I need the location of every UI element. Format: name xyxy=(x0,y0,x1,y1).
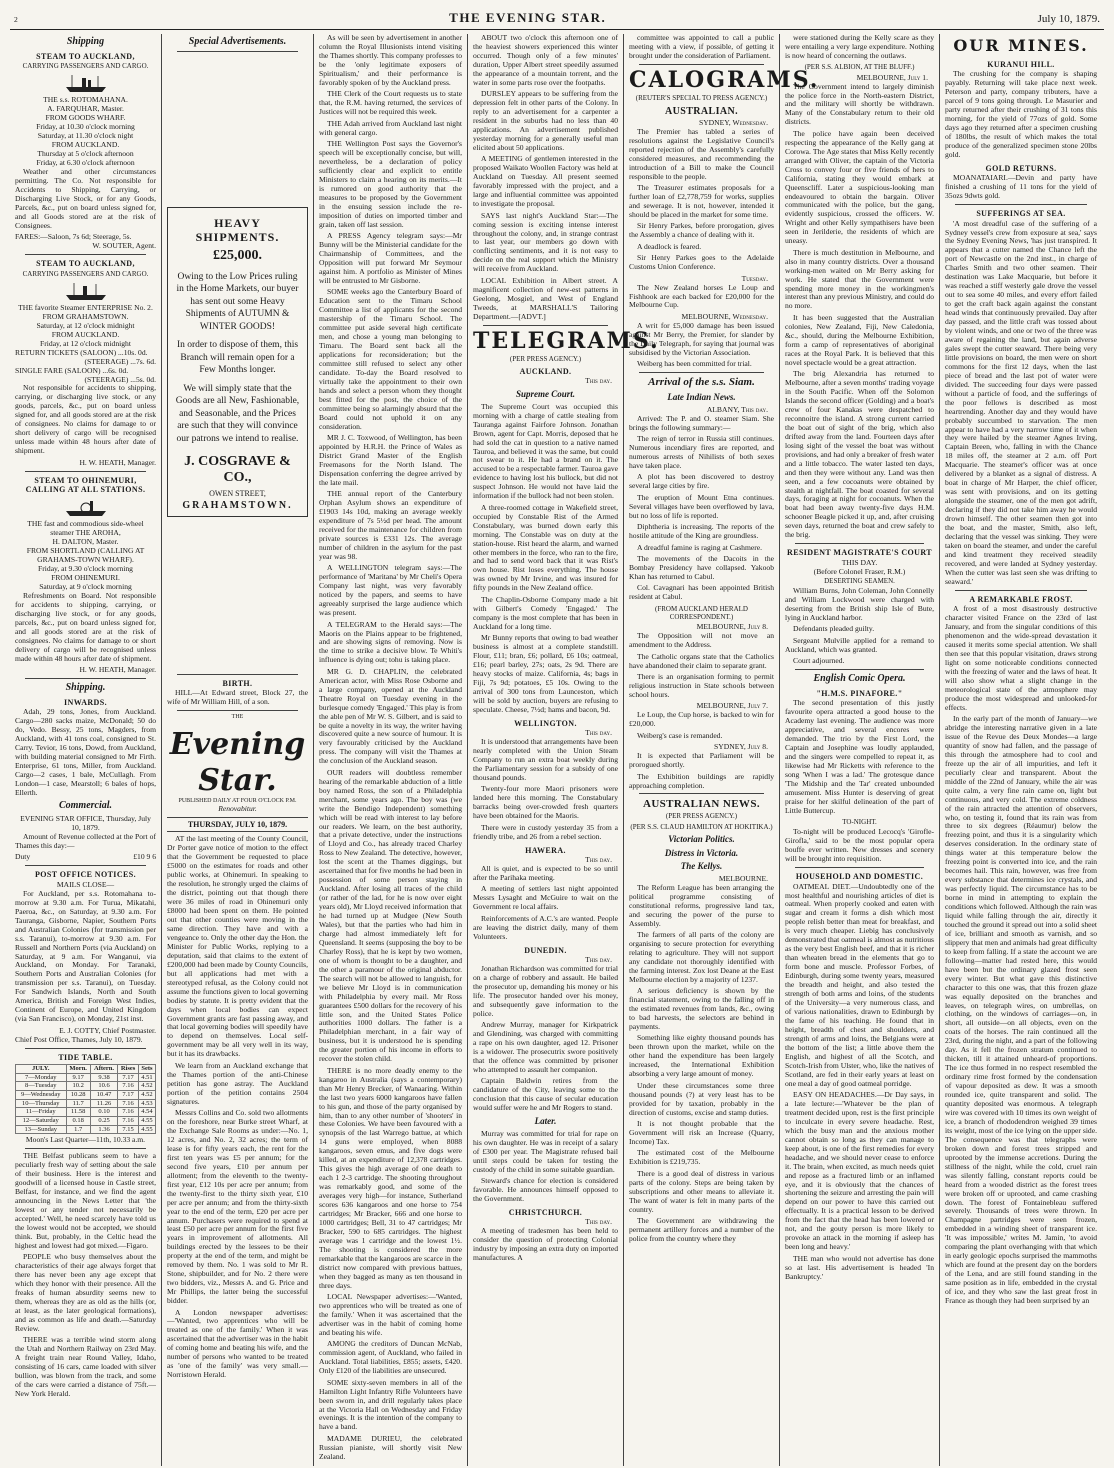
ad-ship: THE fast and commodious side-wheel steamer THE AROHA, xyxy=(27,519,144,538)
commercial-office: EVENING STAR OFFICE, Thursday, July 10, 1879. xyxy=(20,814,151,833)
ad-note: Not responsible for accidents to shipping, carrying, or discharging live stock, or any goods, parcels, &c., put on board unless signed for, and all goods stored are at the risk of consignees. No claims for damage to or short delivery of cargo will be recognised unless made within 48 hours after date of shipment. xyxy=(15,383,156,456)
frost-heading: A REMARKABLE FROST. xyxy=(969,594,1073,604)
australian-news-heading: AUSTRALIAN NEWS. xyxy=(642,798,761,811)
section-heading: Shipping. xyxy=(65,682,106,694)
duty-label: Duty xyxy=(15,852,31,862)
paper-the: THE xyxy=(231,714,244,721)
article-paragraph: Diphtheria is increasing. The reports of the hostile attitude of the King are groundless. xyxy=(629,522,774,541)
article-paragraph: THERE was a terrible wind storm along the Utah and Northern Railway on 23rd May. A freight train near Round Valley, Idaho, consisting of 16 cars, came loaded with silver bullion, was blown from the track, and some of the cars were carried a distance of 75ft.—New York Herald. xyxy=(15,1335,156,1398)
article-paragraph: Messrs Collins and Co. sold two allotments on the foreshore, near Burke street Wharf, at the Exchange Sale Rooms as under:—No. 1, 12 acres, and No. 2, 32 acres; the term of lease is for fifty years each, the rent for the first ten years was £5 per annum; for the second five years, £10 per annum per allotment; from the eleventh to the twenty-first year, £12 10s per acre per annum; from the twenty-first to the thirty sixth year, £10 per acre per annum; and from the thirty-sixth year to the end of the term, £20 per acre per annum. Purchasers were required to spend at least £50 per acre per annum for the first five years in improvement of allotments. All buildings erected by the lessees to be their property at the end of the term, and might be removed by them. No. 1 was sold to Mr R. Stone, shipbuilder, and for No. 2 there were two bidders, viz., Messrs A. and G. Price and Mr Phillips, the latter being the successful bidder. xyxy=(167,1108,308,1306)
ad-line: FROM AUCKLAND. xyxy=(51,140,120,150)
dateline: This day. xyxy=(585,854,612,864)
article-paragraph: The eruption of Mount Etna continues. Several villages have been overflowed by lava, but no loss of life is reported. xyxy=(629,492,774,520)
sufferings-heading: SUFFERINGS AT SEA. xyxy=(976,209,1066,219)
dateline: This day. xyxy=(585,1217,612,1227)
article-paragraph: A TELEGRAM to the Herald says:—The Maoris on the Plains appear to be frightened, and are showing signs of removing. Now is the time to strike a decisive blow. Te Whiti's influence is dying out; tohu is taking place. xyxy=(319,619,462,665)
article-paragraph: To-night will be produced Lecocq's 'Girofle-Girofla,' said to be the most popular opera bouffe ever written. New dresses and scenery will be brought into requisition. xyxy=(785,827,934,864)
article-paragraph: AMONG the creditors of Duncan McNab, commission agent, of Auckland, who failed in Auckland. Total liabilities, £855; assets, £420. Only £120 of the liabilities are unsecured. xyxy=(319,1339,462,1376)
ad-agent: W. SOUTER, Agent. xyxy=(92,241,156,251)
article-paragraph: The brig Alexandria has returned to Melbourne, after a seven months' trading voyage in the South Pacific. When off the Solomon Islands the second officer (Golding) and a boat's crew of four Kanakas were despatched to reconnoitre the island. A strong current carried the boat out of sight of the brig, which also drifted away from the land. Fourteen days after losing sight of the vessel the boat was without provisions, and had only a breaker of fresh water and a little tobacco. The water lasted ten days, and then they were without any. Land was then seen, and a few cocoanuts were obtained by stealth at nightfall. The boat coasted for several days, foraging at night for cocoanuts. When the boat had been away twenty-five days H.M. schooner Beagle picked it up, and, after cruising seven days, returned the boat and crew safely to the brig. xyxy=(785,369,934,540)
article-paragraph: The reign of terror in Russia still continues. Numerous incendiary fires are reported, and numerous arrests of Nihilists of both sexes have taken place. xyxy=(629,434,774,470)
article-paragraph: DURSLEY appears to be suffering from the depression felt in other parts of the Colony. In reply to an advertisement for a carpenter a resident in the suburbs had no less than 40 applications. An advertisement published yesterday morning for a generally useful man elicited about 50 applications. xyxy=(473,89,618,152)
ad-line: Saturday, at 12 o'clock midnight xyxy=(36,320,135,330)
post-office-text: For Auckland, per s.s. Rotomahana to-morrow at 9.30 a.m. For Turua, Mikatahi, Paeroa, &c., on Saturday, at 9.30 a.m. For Tauranga, Gisborne, Napier, Southern Ports and Australian Colonies (for transmission per s.s. Taranui), to-morrow at 9.30 a.m. For Russell and Northern Ports (via Auckland) on Saturday, at 9 a.m. For Wanganui, via Auckland, on Monday. For Taranaki, Southern Ports and Australian Colonies (for transmission per s.s. Taranui), on Tuesday. For Sandwich Islands, North and South America, British and Foreign West Indies, Continent of Europe, and United Kingdom (via San Francisco), on Monday, 21st inst. xyxy=(15,888,156,1024)
ad-title: STEAM TO OHINEMURI, CALLING AT ALL STATIONS. xyxy=(25,475,146,494)
dateline: MELBOURNE, July 8. xyxy=(696,622,768,632)
article-paragraph: Sir Henry Parkes goes to the Adelaide Customs Union Conference. xyxy=(629,253,774,272)
article-paragraph: It is expected that Parliament will be prorogued shortly. xyxy=(629,751,774,770)
ad-body: In order to dispose of them, this Branch will remain open for a Few Months longer. xyxy=(176,340,299,376)
tide-table-heading: TIDE TABLE. xyxy=(58,1052,113,1062)
household-heading: HOUSEHOLD AND DOMESTIC. xyxy=(795,872,924,882)
ad-line: (STEERAGE) ...7s. 6d. xyxy=(84,356,156,366)
article-paragraph: A meeting of tradesmen has been held to consider the question of protecting Colonial industry by imposing an extra duty on imported manufactures. A xyxy=(473,1226,618,1263)
ad-line: FROM GOODS WHARF. xyxy=(45,113,126,123)
opera-heading: English Comic Opera. xyxy=(813,672,906,684)
article-paragraph: William Burns, John Coleman, John Connelly and William Lockwood were charged with deserting from the British ship Isle of Bute, lying in Auckland harbor. xyxy=(785,585,934,622)
article-paragraph: There were in custody yesterday 35 from a friendly tribe, and 26 from a rebel section. xyxy=(473,822,618,841)
moon-note: Moon's Last Quarter—11th, 10.33 a.m. xyxy=(25,1135,146,1145)
ad-ship: THE s.s. ROTOMAHANA. xyxy=(43,95,128,105)
article-paragraph: The movements of the Dacoits in the Bombay Presidency have collapsed. Yakoob Khan has returned to Cabul. xyxy=(629,554,774,581)
article-paragraph: The Opposition will not move an amendment to the Address. xyxy=(629,631,774,650)
post-office-office: Chief Post Office, Thames, July 10, 1879. xyxy=(15,1034,143,1044)
ad-line: FROM AUCKLAND. xyxy=(51,329,120,339)
source-note: (PER S.S. CLAUD HAMILTON AT HOKITIKA.) xyxy=(630,822,773,831)
table-row: 11—Friday 11.58 0.10 7.16 4.54 xyxy=(16,1108,156,1117)
article-paragraph: A London newspaper advertises:—'Wanted, two apprentices who will be treated as one of the family.' When it was ascertained that the advertiser was in the habit of coming home and beating his wife, and the number of persons who wanted to be treated as 'one of the family' was very small.—Norristown Herald. xyxy=(167,1307,308,1380)
place-heading: WELLINGTON. xyxy=(514,718,577,728)
column-1 xyxy=(10,34,162,1466)
article-paragraph: A MEETING of gentlemen interested in the proposed Waikato Woollen Factory was held at Auckland on Tuesday. All present seemed favorably impressed with the project, and a large and influential committee was appointed to investigate the proposal. xyxy=(473,154,618,209)
tide-table: JULY. Morn. Aftern. Rises Sets 7—Monday 9.17 9.38 7.17 4.51 8—Tuesday 10.2 10.6 7.16 4.52 9—Wednesday 10.28 10.47 7.17 4.52 10—Thursday 11.7 11.26 7.16 4.53 11—Friday 11.58 0.10 7.16 4.54 12—Saturday 0.18 0.25 7.16 4.55 13—Sunday 1.7 1.36 7.15 4.55 xyxy=(15,1064,156,1134)
place-heading: AUCKLAND. xyxy=(519,366,572,376)
post-office-sign: E. J. COTTY, Chief Postmaster. xyxy=(59,1025,156,1035)
article-paragraph: Mr Bunny reports that owing to bad weather business is almost at a complete standstill. Flour, £11; bran, £6; pollard, £6 10s; oatmeal, £16; pearl barley, 27s; oats, 2s 9d. There are heavy stocks of maize. California, 4s; bags in Fiji, 7s 9d; potatoes, £5 10s. Owing to the arrival of 300 tons from Launceston, which will be sold by auction, buyers are refusing to speculate. Cheese, 7½d; hams and bacon, 9d. xyxy=(473,633,618,714)
column-4 xyxy=(468,33,660,1466)
article-paragraph: As will be seen by advertisement in another column the Royal Illusionists intend visiting the Thames shortly. This company professes to be the 'only legitimate exposers of Spiritualism,' and their performance is favorably spoken of by the Auckland press. xyxy=(319,33,462,87)
subsection-heading: INWARDS. xyxy=(64,697,107,707)
article-paragraph: Court adjourned. xyxy=(793,655,845,665)
article-paragraph: The Government are withdrawing the permanent artillery forces and a number of the police from the country where they xyxy=(629,1216,774,1243)
ad-line: (STEERAGE) ...5s. 0d. xyxy=(84,374,156,384)
article-paragraph: SOME weeks ago the Canterbury Board of Education sent to the Timaru School Committee a list of applicants for the second mastership of the Timaru School. The committee put aside several high certificate men, and chose a young man belonging to Timaru. The Board sent back all the applications for reconsideration; but the committee still refused to select any other candidate. To-day the Board resolved to virtually take the appointment to their own hands and select a person whom they thought best fitted for the post, the choice of the committee being so alarmingly absurd that the Board could not uphold it on any consideration. xyxy=(319,287,462,431)
article-paragraph: LOCAL Exhibition in Albert street. A magnificent collection of new-est patterns in Geelong, Mosgiel, and West of England Tweeds, at MARSHALL'S Tailoring Department.—[ADVT.] xyxy=(473,275,618,321)
court-day: THIS DAY. xyxy=(841,557,878,567)
issue-date: July 10, 1879. xyxy=(1037,13,1100,25)
source-note: (FROM AUCKLAND HERALD CORRESPONDENT.) xyxy=(655,604,748,622)
article-paragraph: The police have again been deceived respecting the appearance of the Kelly gang at Corowa. The Age states that Miss Kelly recently arranged with Oliver, the captain of the Victoria Cross to convey four or five friends of hers to California, stating they would embark at Queenscliff. Later a suspicious-looking man endeavoured to obtain the bargain. Oliver communicated with the police, but the gang, evidently suspicious, crossed the officers. W. Wright and other Kelly sympathisers have been seen in Jerilderie, the residents of which are uneasy. xyxy=(785,128,934,246)
article-paragraph: Andrew Murray, manager for Kirkpatrick and Glendining, was charged with committing a rape on his own daughter, aged 12. Prisoner is a widower. The prosecutrix swore positively that the offence was committed by prisoner who attempted to assault her companion. xyxy=(473,1020,618,1074)
page-number: 2 xyxy=(14,15,18,24)
opera-title: "H.M.S. PINAFORE." xyxy=(816,688,903,698)
article-paragraph: MADAME DURIEU, the celebrated Russian pianiste, will shortly visit New Zealand. xyxy=(319,1433,462,1461)
article-paragraph: Twenty-four more Maori prisoners were landed here this morning. The Constabulary barracks being over-crowded fresh quarters have been obtained for the Maoris. xyxy=(473,784,618,821)
steamer-icon xyxy=(64,280,108,302)
article-paragraph: The New Zealand horses Le Loup and Fishhook are each backed for £20,000 for the Melbourne Cup. xyxy=(629,282,774,310)
article-paragraph: SOME sixty-seven members in all of the Hamilton Light Infantry Rifle Volunteers have been sworn in, and drill regularly takes place at the Victoria Hall on Wednesday and Friday evenings. It is the intention of the company to have a band. xyxy=(319,1377,462,1432)
dateline: ALBANY, This day. xyxy=(706,404,768,414)
article-paragraph: The crushing for the company is shaping payably. Returning will take place next week. Peterson and party, company tributers, have a parcel of 9 tons going through. Le Masurier and party returned after their crushing of 31 tons this morning, for the yield of 77ozs of gold. Some days ago they returned after a specimen crushing of 180lbs, the result of which makes the total produce of the generalized specimen stone 20lbs gold. xyxy=(945,69,1097,159)
article-paragraph: were stationed during the Kelly scare as they were entailing a very large expenditure. Nothing is now heard of concerning the outlaws. xyxy=(785,33,934,60)
article-paragraph: MR J. C. Toxwood, of Wellington, has been appointed by H.R.H. the Prince of Wales as District Grand Master of the English Freemasons for the North Island. The Dispensation conferring the degree arrived by the late mail. xyxy=(319,432,462,487)
article-paragraph: The Supreme Court was occupied this morning with a charge of cattle stealing from Tauranga against Fairfore Johnson. Jonathan Brown, agent for Capt. Morris, deposed that he had sold the cat in question to a native named Tauroa, and believed it was the same, but could not swear to it. He had a brand on it. The accused to be a respectable farmer. Tauroa gave evidence to having lost his bullock, but did not suspect Johnson. He would not have laid the information if the bullock had not been stolen. xyxy=(473,401,618,501)
article-paragraph: MOANATAIARI.—Devin and party have finished a crushing of 11 tons for the yield of 35ozs 9dwts gold. xyxy=(945,173,1097,201)
source-note: (PER S.S. ALBION, AT THE BLUFF.) xyxy=(804,63,915,72)
article-paragraph: 'A most dreadful case of the suffering of a Sydney vessel's crew from exposure at sea,' says the Sydney Evening News, 'has just transpired. It appears that a cutter named the Chance left the port of Newcastle on the 2nd inst., in charge of Charles Smith and two other seamen. Their destination was Lake Macquarie, but before it was reached a stiff westerly gale drove the vessel out to sea some 40 miles, and every effort failed to get the craft back again against the constant head winds that continuously prevailed. Day after day passed, and the little craft was tossed about by violent winds, and one or two of the three was aware of regaining the land, but again adverse gales swept the cutter seaward. There being very little provisions on board, the men were on short commons for the first 12 days, when the last piece of bread and the last pot of water were divided. The succeeding four days were passed without a particle of food, and the sufferings of the poor fellows is described as most heartrending. Another day and they would have probably succumbed to starvation. The men appear to have had a very narrow time of it when they were hailed by the steamer Agnes Irving, Captain Breen, who, falling in with the Chance 18 miles off, the steamer at 2 a.m. off Port Macquarie. The steamer's officer was at once delivered by a blanket as a signal of distress. A boat in charge of Mr Harper, the chief officer, was sent with provisions, and on its getting alongside the steamer, one of the men got adrift, declaring if they did not take him away he would drown himself. The other seamen then got into the boat, and the master, Smith, also left, declaring that the vessel was sinking. They were taken on board the steamer, and under the careful and kind treatment they received steadily recovered, and were landed at Sydney yesterday. When the cutter was last seen she was drifting to seaward.' xyxy=(945,218,1097,586)
leader-date: THURSDAY, JULY 10, 1879. xyxy=(167,817,308,832)
place-heading: AUSTRALIAN. xyxy=(664,106,739,118)
article-paragraph: Something like eighty thousand pounds has been thrown upon the market, while on the other hand the expenditure has been largely increased, the International Exhibition absorbing a very large amount of money. xyxy=(629,1033,774,1079)
table-row: 13—Sunday 1.7 1.36 7.15 4.55 xyxy=(16,1125,156,1134)
ad-body: We will simply state that the Goods are all New, Fashionable, and Seasonable, and the Prices are such that they will convince our patrons we intend to realise. xyxy=(175,383,300,444)
column-2 xyxy=(162,34,314,1466)
siam-subheading: Late Indian News. xyxy=(667,392,736,403)
telegrams-subheading: (PER PRESS AGENCY.) xyxy=(509,354,582,363)
article-paragraph: THE Wellington Post says the Governor's speech will be exceptionally concise, but will, nevertheless, be a declaration of policy sufficiently clear and explicit to entitle Ministers to claim a hearing on its merits.—It is rumored on good authority that the measures to be proposed by the Government in the ensuing session include the re-imposition of duties on imported timber and grain, taken off last session. xyxy=(319,138,462,229)
duty-row xyxy=(15,853,156,862)
mines-heading: OUR MINES. xyxy=(953,36,1089,55)
shipping-text: Adah, 29 tons, Jones, from Auckland. Cargo—280 sacks maize, McDonald; 50 do do, Vedo. Bessy, 25 tons, Magders, from Auckland, with 41 tons coal, consigned to St. Carry. Tevior, 16 tons, Dowd, from Auckland, with building material consigned to Mr Firth. Enterprise, 61 tons, Miller, from Auckland. Cargo—2 cases, 1 bale, McCullagh. From London—1 case, Mearstoll; 6 bales of hops, Ellerth. xyxy=(15,707,156,797)
article-paragraph: The farmers of all parts of the colony are organising to secure protection for everything relating to agriculture. They will not support any candidate not thoroughly identified with the farming interest. Zox lost Deane at the East Melbourne election by a majority of 1237. xyxy=(629,930,774,984)
article-paragraph: THERE is no more deadly enemy to the kangaroo in Australia (says a contemporary) than Mr Henry Brecker, of Wanaaring. Within the last two years 6000 kangaroos have fallen to his gun, and those of the party organised by him, than to any other number of 'shooters' in these Colonies. We have been favoured with a synopsis of the last Warrego battue, at which 14 guns were employed, when 8088 kangaroos, seven emus, and five dogs were killed, at an expenditure of 12,378 cartridges. This gives the high average of one death to each 1 2-3 cartridge. The shooting throughout was remarkably good, and some of the averages very high—for instance, Sutherland scores 636 kangaroos and one horse to 754 cartridges; Mr Bracker, 666 and one horse to 1000 cartridges; Bell, 31 to 47 cartridges; Mr Bracker, 590 to 685 cartridges. The highest average was 1 cartridge and the lowest 1½. The shooting is considered the more remarkable that the kangaroos are scarce in the district now compared with previous battues, when they bagged as many as ten thousand in three days. xyxy=(319,1065,462,1290)
article-paragraph: There is an organisation forming to permit religious instruction in State schools between school hours. xyxy=(629,672,774,699)
table-row: 9—Wednesday 10.28 10.47 7.17 4.52 xyxy=(16,1090,156,1099)
dateline: MELBOURNE, July 1. xyxy=(856,72,928,82)
article-paragraph: A serious deficiency is shown by the financial statement, owing to the falling off in the estimated revenues from lands, &c., owing to bad harvests, the selectors are behind in payments. xyxy=(629,986,774,1032)
ad-line: Friday, at 12 o'clock midnight xyxy=(40,338,131,348)
column-7 xyxy=(940,34,1102,1466)
table-row: 7—Monday 9.17 9.38 7.17 4.51 xyxy=(16,1073,156,1082)
article-paragraph: SAYS last night's Auckland Star:—The coming session is exciting intense interest throughout the colony, and, in strange contrast to last year, our members go down with conflicting sentiments, and it is not easy to decide on the real support which the Ministry will receive from Auckland. xyxy=(473,210,618,274)
article-paragraph: Murray was committed for trial for rape on his own daughter. He was in receipt of a salary of £300 per year. The Magistrate refused bail until steps could be taken for testing the custody of the child in some suitable guardian. xyxy=(473,1128,618,1174)
ad-headline: HEAVY SHIPMENTS. xyxy=(195,215,280,244)
dateline: MELBOURNE. xyxy=(718,873,768,883)
masthead: THE EVENING STAR. xyxy=(449,10,607,25)
article-paragraph: Captain Baldwin retires from the candidature of the City, leaving some to the conclusion that this cause of secular education would suffer were he and Mr Rogers to stand. xyxy=(473,1076,618,1113)
dateline: This day. xyxy=(585,376,612,386)
article-paragraph: The second presentation of this justly favourite opera attracted a good house to the Academy last evening. The audience was more appreciative, and several encores were demanded. The trio by the First Lord, the Captain and Josephine was loudly applauded, and the singers were compelled to repeat it, as likewise had Mr Ricketts with reference to the song 'When I was a lad.' The grotesque dance 'The Midship and the Tar' created unbounded amusement. Miss Hunter is deserving of great praise for her skilful delineation of the part of Little Buttercup. xyxy=(785,698,934,815)
ad-master: A. FARQUHAR, Master. xyxy=(47,104,124,114)
ad-ship: THE favorite Steamer ENTERPRISE No. 2. xyxy=(18,302,153,312)
article-paragraph: THE Clerk of the Court requests us to state that, the R.M. having returned, the services of Justices will not be required this week. xyxy=(319,89,462,117)
subheading: Distress in Victoria. xyxy=(664,847,739,858)
subheading: GOLD RETURNS. xyxy=(985,163,1057,173)
article-paragraph: A three-roomed cottage in Wakefield street, occupied by Constable Rist of the Armed Constabulary, was burned down early this morning. The Constable was on duty at the station-house. Rist heard the alarm, and warned other members in the force, who ran to the fire, and had to send word back that it was Rist's own house. Rist loses everything. The house was owned by Mr Irvine, and was insured for fifty pounds in the New Zealand office. xyxy=(473,502,618,593)
post-office-sub: MAILS CLOSE— xyxy=(56,879,115,889)
article-paragraph: The Reform League has been arranging the political programme consisting of constitutional reforms, progressive land tax, and securing the power of the purse to Assembly. xyxy=(629,882,774,928)
dateline: SYDNEY, July 8. xyxy=(714,742,768,752)
article-paragraph: It has been suggested that the Australian colonies, New Zealand, Fiji, New Caledonia, &c., should, during the Melbourne Exhibition, form a camp of representatives of aboriginal races at the Royal Park. It is believed that this novel spectacle would be a great attraction. xyxy=(785,312,934,367)
table-row: 10—Thursday 11.7 11.26 7.16 4.53 xyxy=(16,1099,156,1108)
ad-line: Saturday, at 9 o'clock morning xyxy=(39,582,132,592)
article-paragraph: The Government intend to largely diminish the police force in the North-eastern District, and the military will shortly be withdrawn. Many of the Constabulary return to their old districts. xyxy=(785,81,934,127)
ad-line: RETURN TICKETS (SALOON) ...10s. 0d. xyxy=(15,347,148,357)
ad-line: FROM OHINEMURI. xyxy=(51,573,120,583)
subheading: The Kellys. xyxy=(680,861,723,872)
birth-heading: BIRTH. xyxy=(222,678,253,688)
article-paragraph: The Exhibition buildings are rapidly approaching completion. xyxy=(629,771,774,790)
ad-line: Thursday at 5 o'clock afternoon xyxy=(37,149,134,159)
article-paragraph: A deadlock is feared. xyxy=(637,241,702,251)
article-paragraph: OATMEAL DIET.—Undoubtedly one of the most healthful and nourishing articles of diet is oatmeal. When properly cooked and eaten with sugar and cream it forms a dish which most people relish better than meat for breakfast, and is very much cheaper. Liebig has conclusively demonstrated that oatmeal is almost as nutritious as the very best English beef, and that it is richer than wheaten bread in the elements that go to form bone and muscle. Professor Forbes, of Edinburgh, during some twenty years, measured the breadth and height, and also tested the strength of both arms and loins, of the students of the University—a very numerous class, and of various nationalities, drawn to Edinburgh by the fame of his teaching. He found that in height, breadth of chest and shoulders, and strength of arms and loins, the Belgians were at the bottom of the list; a little above them the English, and highest of all the Scotch, and Scotch-Irish from Ulster, who, like the natives of Scotland, are fed in their early years at least on one meal a day of good oatmeal porridge. xyxy=(785,881,934,1088)
article-paragraph: ABOUT two o'clock this afternoon one of the heaviest showers experienced this winter occurred. Though only of a few minutes' duration, Upper Albert street speedily assumed the appearance of a mountain torrent, and the water in some parts rose over the footpaths. xyxy=(473,33,618,87)
table-row: 12—Saturday 0.18 0.25 7.16 4.55 xyxy=(16,1116,156,1125)
article-paragraph: A meeting of settlers last night appointed Messrs Lysaght and McGuire to wait on the Government re local affairs. xyxy=(473,884,618,912)
subheading: Supreme Court. xyxy=(515,389,575,400)
post-office-heading: POST OFFICE NOTICES. xyxy=(35,870,136,880)
article-paragraph: LOCAL Newspaper advertises:—'Wanted, two apprentices who will be treated as one of the family.' When it was ascertained that the advertiser was in the habit of coming home and beating his wife. xyxy=(319,1292,462,1337)
subheading: KURANUI HILL. xyxy=(987,59,1055,69)
article-paragraph: There is much destitution in Melbourne, and also in many country districts. Over a thousand working-men waited on Mr Berry asking for work. He stated that the Government were spending more money in the workingmen's interest than any previous Ministry, and could do no more. xyxy=(785,247,934,311)
column-3 xyxy=(314,34,468,1466)
article-paragraph: EASY ON HEADACHES.—Dr Day says, in a late lecture:—'Whatever be the plan of treatment decided upon, rest is the first principle to inculcate in every severe headache. Rest, which the busy man and the anxious mother cannot obtain so long as they can manage to keep about, is one of the first remedies for every headache, and we should never cease to enforce it. The brain, when excited, as much needs quiet and repose as a fractured limb or an inflamed eye, and it is obviously that the chances of shortening the seizure and arresting the pain will depend on our power to have this carried out effectually. It is a practical lesson to be derived from the fact that the head has been lowered or not, and the gouty person is more likely to provoke an attack in the morning if asleep has been long and heavy.' xyxy=(785,1089,934,1252)
cosgrave-advertisement xyxy=(167,207,308,517)
article-paragraph: Sergeant Mulville applied for a remand to Auckland, which was granted. xyxy=(785,635,934,654)
source-note: (PER PRESS AGENCY.) xyxy=(665,812,738,821)
siam-heading: Arrival of the s.s. Siam. xyxy=(648,376,755,389)
article-paragraph: Le Loup, the Cup horse, is backed to win for £20,000. xyxy=(629,710,774,729)
article-paragraph: The Treasurer estimates proposals for a further loan of £2,778,759 for works, supplies and sewerage. It is not, however, intended it should be placed in the market for some time. xyxy=(629,183,774,219)
ad-agent: H. W. HEATH, Manager. xyxy=(79,457,156,467)
ad-note: Weather and other circumstances permitting. The Co. Not responsible for Accidents to Shipping, Carrying, or Discharging Live Stock, or for any Goods, Parcels, &c., put on board unless signed for, and all Goods stored are at the risk of Consignees. xyxy=(15,167,156,230)
section-heading: Commercial. xyxy=(58,800,113,812)
ad-subtitle: CARRYING PASSENGERS AND CARGO. xyxy=(22,62,149,71)
ad-title: STEAM TO AUCKLAND, xyxy=(36,51,135,61)
article-paragraph: Jonathan Richardson was committed for trial on a charge of robbery and assault. He bailed the prosecutor up, demanding his money or his life. The prosecutor handed over his money, and subsequently gave information to the police. xyxy=(473,963,618,1018)
article-paragraph: MR G. D. CHAPLIN, the celebrated American actor, with Miss Rose Osborne and a large company, opened at the Auckland Theatre Royal on Tuesday evening in the burlesque comedy 'Engaged.' This play is from the able pen of Mr W. S. Gilbert, and is said to be quite a novelty in its way, the writer having discovered quite a new source of humour. It is very favourably criticised by the Auckland press. The company will visit the Thames at the conclusion of the Auckland season. xyxy=(319,666,462,766)
ad-title: STEAM TO AUCKLAND, xyxy=(36,259,135,269)
place-heading: DUNEDIN. xyxy=(524,945,567,955)
subheading: Later. xyxy=(534,1116,557,1127)
ad-amount: £25,000. xyxy=(213,248,262,264)
tonight-heading: TO-NIGHT. xyxy=(842,818,877,827)
article-paragraph: Reinforcements of A.C.'s are wanted. People are leaving the district daily, many of them Volunteers. xyxy=(473,913,618,941)
article-paragraph: A writ for £5,000 damage has been issued against Mr Berry, the Premier, for slander by the Daily Telegraph, for saying that journal was subsidised by the Victorian Association. xyxy=(629,320,774,357)
article-paragraph: Under these circumstances some three thousand pounds (?) at very least has to be provided for by taxation, probably in the direction of customs, excise and stamp duties. xyxy=(629,1080,774,1117)
ad-line: Friday, at 9.30 o'clock morning xyxy=(38,564,133,574)
ad-line: Friday, at 6.30 o'clock afternoon xyxy=(36,158,135,168)
dateline: SYDNEY, Wednesday. xyxy=(698,117,768,127)
duty-value: £10 9 6 xyxy=(133,852,156,862)
article-paragraph: A frost of a most disastrously destructive character visited France on the 23rd of last January, and from the singular conditions of this phenomenon and the wide-spread devastation it caused it merits some special attention. We shall then see that this popular visitation, draws strong light on some noticeable conditions connected with the freezing of water and the laws of heat. It will also show what a slight change in the meteorological state of the atmosphere may produce the most widespread and unlooked-for effects. xyxy=(945,604,1097,712)
section-heading: Shipping xyxy=(66,36,105,47)
subheading: Victorian Politics. xyxy=(668,833,735,844)
ad-master: H. DALTON, Master. xyxy=(52,537,119,547)
article-paragraph: Col. Cavagnari has been appointed British resident at Cabul. xyxy=(629,583,774,602)
column-6 xyxy=(780,34,940,1466)
steamer-icon xyxy=(64,496,108,518)
article-paragraph: THE man who would not advertise has done so at last. His advertisement is headed 'In Bankruptcy.' xyxy=(785,1253,934,1281)
paper-subtitle: PUBLISHED DAILY AT FOUR O'CLOCK P.M. xyxy=(178,798,297,804)
dateline: This day. xyxy=(585,728,612,738)
article-paragraph: There is a good deal of distress in various parts of the colony. Steps are being taken by subscriptions and other means to alleviate it. The want of water is felt in many parts of the country. xyxy=(629,1168,774,1214)
dateline: MELBOURNE, July 7. xyxy=(696,701,768,711)
birth-notice: HILL—At Edward street, Block 27, the wife of Mr William Hill, of a son. xyxy=(167,688,308,707)
ad-note: Refreshments on Board. Not responsible for accidents to shipping, carrying, or discharging live stock, or for any goods, parcels, &c., put on board unless signed for, and all goods stored are at the risk of consignees. No claims for damage to or short delivery of cargo will be recognised unless made within 48 hours after date of shipment. xyxy=(15,591,156,663)
place-heading: CHRISTCHURCH. xyxy=(508,1207,583,1217)
article-paragraph: Defendants pleaded guilty. xyxy=(793,624,875,634)
dateline: MELBOURNE, Wednesday. xyxy=(681,311,768,321)
ad-firm: J. COSGRAVE & CO., xyxy=(184,453,291,486)
calograms-heading: CALOGRAMS. xyxy=(629,66,820,93)
ad-body: Owing to the Low Prices ruling in the Home Markets, our buyer has sent out some Heavy Shipments of AUTUMN & WINTER GOODS! xyxy=(176,271,299,332)
calograms-subheading: (REUTER'S SPECIAL TO PRESS AGENCY.) xyxy=(635,93,768,102)
article-paragraph: committee was appointed to call a public meeting with a view, if possible, of getting it brought under the consideration of Parliament. xyxy=(629,33,774,60)
article-paragraph: The Catholic organs state that the Catholics have abandoned their claim to separate grant. xyxy=(629,651,774,670)
page-header xyxy=(10,8,1104,30)
ad-line: Saturday, at 11.30 o'clock night xyxy=(37,131,134,141)
section-heading: Special Advertisements. xyxy=(188,36,287,47)
article-paragraph: A PRESS Agency telegram says:—Mr Bunny will be the Ministerial candidate for the Chairmanship of Committees, and the Opposition will put forward Mr Seymour against him. A portfolio as Minister of Mines will be entrusted to Mr Gisborne. xyxy=(319,231,462,285)
article-paragraph: It is understood that arrangements have been nearly completed with the Union Steam Company to run an extra boat weekly during the Parliamentary session for a subsidy of one thousand pounds. xyxy=(473,737,618,782)
article-paragraph: The Premier has tabled a series of resolutions against the Legislative Council's reported rejection of the Assembly's carefully considered measures, and recommending the introduction of a Bill to make the Council responsible to the people. xyxy=(629,126,774,181)
article-paragraph: A WELLINGTON telegram says:—The performance of 'Maritana' by Mr Cheli's Opera Company last night, was very favorably noticed by the papers, and seems to have agreeably surprised the large audience which was present. xyxy=(319,563,462,618)
article-paragraph: THE annual report of the Canterbury Orphan Asylum shows an expenditure of £1903 14s 10d, making an average weekly expenditure of 7s 5½d per head. The amount received for the maintenance for children from private sources is £331 12s. The average number of children in the asylum for the past year was 98. xyxy=(319,489,462,561)
ad-line: SINGLE FARE (SALOON) ...6s. 0d. xyxy=(15,365,129,375)
court-case: DESERTING SEAMEN. xyxy=(824,576,895,585)
article-paragraph: A dreadful famine is raging at Cashmere. xyxy=(637,542,763,552)
article-paragraph: Steward's chance for election is considered favorable. He announces himself opposed to the Government. xyxy=(473,1176,618,1203)
court-before: (Before Colonel Fraser, R.M.) xyxy=(813,566,906,576)
article-paragraph: It is not thought probable that the Government will risk an Increase (Quarry, Income) Tax. xyxy=(629,1119,774,1146)
article-paragraph: The estimated cost of the Melbourne Exhibition is £219,735. xyxy=(629,1148,774,1167)
ad-subtitle: CARRYING PASSENGERS AND CARGO. xyxy=(22,269,149,278)
article-paragraph: THE Belfast publicans seem to have a peculiarly fresh way of setting about the sale of their business. Here is the interest and goodwill of a licensed house in Castle street, Belfast, for instance, and we find the agent announcing in the News Letter that 'the lowest or any tender not necessarily be accepted.' Well, he need scarcely have told us the lowest would not be accepted, we should think. But, probably, in the Celtic head the highest and lowest had got mixed.—Figaro. xyxy=(15,1151,156,1250)
ad-line: Friday, at 10.30 o'clock morning xyxy=(36,122,135,132)
commercial-text: Amount of Revenue collected at the Port of Thames this day:— xyxy=(15,832,156,851)
article-paragraph: Weiberg's case is remanded. xyxy=(637,730,723,740)
table-row: 8—Tuesday 10.2 10.6 7.16 4.52 xyxy=(16,1082,156,1091)
article-paragraph: THE Adah arrived from Auckland last night with general cargo. xyxy=(319,118,462,137)
article-paragraph: In the early part of the month of January—we abridge the interesting narrative given in a late issue of the Revue des Deux Mondes—a large quantity of snow had fallen, and the passage of this through the atmosphere had to cool and freeze up the air of all impurities, and left it peculiarly clear and transparent. About the middle of the 22nd of January, while the air was quite calm, a very fine rain came on, light but continuous, and very cold. The extreme coldness of the rain attracted the attention of observers, who, on testing it, found that its rain was from three to six degrees (Réaumur) below the freezing point, and thus it is a singularity which deserves consideration. In the ordinary state of things water at this temperature below the freezing point is converted into ice, and the rain becomes hail. This rain, however, was free from every substance that determines ice crystals, and was perfectly liquid. The circumstance has to be borne in mind in attempting to explain the conditions which followed. Although the rain was liquid while falling through the air, directly it touched the ground it spread out into a solid sheet of ice, brilliant and smooth as varnish, and so slippery that men and animals had great difficulty to keep from falling. If a state the account we are following—matter had rested here, this would have been but the ordinary glazed frost seen every winter. But what gave this distinctive character to this one was, that this frozen glaze was equally deposited on the branches and leaves, on telegraph wires, on umbrellas, on clothing, on the windows of carriages—on, in short, all outside—on all objects, even on the coats of the horses. The rain continued all the 23rd, during the night, and a part of the following day. As it fell the frozen stratum continued to thicken, till it attained unheard-of proportions. The ice thus formed in no respect resembled the ordinary rime frost formed by the condensation of vapour deposited as dew. It was a smooth rounded ice, quite transparent and solid. The quantity deposited was enormous. A telegraph wire was covered with 10 times its own weight of ice, a branch of rhododendron weighed 39 times its weight, most of the ice lying on the upper side. The consequence was that telegraphs were broken down and forest trees stripped and uprooted by the immense accretions. During the stillness of the night, while the cold, cruel rain was silently falling, constant reports could be heard from a wooded district as the forest trees were broken off or uprooted, and came crashing down. The forest of Fontainebleau suffered severely. Thousands of trees were thrown. In Champagne partridges were seen frozen, embedded in a winding sheet of transparent ice. 'It was impossible,' writes M. Jamin, 'to avoid comparing the plant overhanging with that which in early geologic epochs surprised the mammoths which are found at the present day on the borders of the Lena, and are still found standing in the same position as in life, embedded in the crystal of ice, and they who saw the last great frost in France as though they had been surprised by an xyxy=(945,714,1097,1305)
article-paragraph: AT the last meeting of the County Council, Dr Porter gave notice of motion to the effect that the Government be requested to place £5000 on the estimates for roads and other public works, at Ohinemuri. In speaking to the resolution, he strongly urged the claims of the district, pointing out that though there were 36 miles of road in Ohinemuri only £8000 had been spent on them. He pointed out that other counties were moving in the same direction. They have and with a vengeance to. Only the other day the Hon. the Minister for Public Works, replying to a deputation, said that claims to the extent of £200,000 had been made by County Councils, but all applications had met with a stereotyped refusal, as the Colony could not assume the functions given to local governing bodies by statute. It is pretty evident that the days when local bodies can expect Government grants are fast passing away, and that local governing bodies will speedily have to depend on themselves. Local self-government may be all very well in its way, but it has its drawbacks. xyxy=(167,834,308,1059)
ad-line: FROM SHORTLAND (CALLING AT GRAHAMS-TOWN WHARF). xyxy=(26,546,145,565)
dateline: This day. xyxy=(585,954,612,964)
paper-title: Evening Star. xyxy=(169,727,306,798)
ad-address: OWEN STREET, xyxy=(209,488,266,498)
ad-fares: FARES:—Saloon, 7s 6d; Steerage, 5s. xyxy=(15,232,132,242)
dateline: Tuesday. xyxy=(741,273,768,283)
court-heading: RESIDENT MAGISTRATE'S COURT xyxy=(787,548,932,558)
paper-motto: Renovabitur. xyxy=(218,804,257,814)
article-paragraph: All is quiet, and is expected to be so until after the Parihaka meeting. xyxy=(473,863,618,882)
telegrams-heading: TELEGRAMS. xyxy=(473,327,660,354)
article-paragraph: We learn from an Auckland exchange that the Thames portion of the anti-Chinese petition has gone astray. The Auckland portion of the petition contains 2504 signatures. xyxy=(167,1060,308,1106)
article-paragraph: A plot has been discovered to destroy several large cities by fire. xyxy=(629,472,774,491)
article-paragraph: Arrived: The P. and O. steamer Siam. She brings the following summary:— xyxy=(629,413,774,432)
article-paragraph: The Chaplin-Osborne Company made a hit with Gilbert's Comedy 'Engaged.' The company is the most complete that has been in Auckland for a long time. xyxy=(473,594,618,631)
ad-agent: H. W. HEATH, Manager. xyxy=(79,665,156,675)
steamer-icon xyxy=(64,72,108,94)
article-paragraph: Weiberg has been committed for trial. xyxy=(637,359,752,369)
ad-town: GRAHAMSTOWN. xyxy=(182,500,293,511)
article-paragraph: Sir Henry Parkes, before prorogation, gives the Assembly a chance of dealing with it. xyxy=(629,221,774,240)
article-paragraph: PEOPLE who busy themselves about the characteristics of their age always forget that there has never been any age except that which they honor with their presence. All the freaks of human absurdity seems new to them, whereas they are as old as the hills (or, at least, as the later geological formations), and as common as life and death.—Saturday Review. xyxy=(15,1252,156,1333)
place-heading: HAWERA. xyxy=(525,845,566,855)
ad-line: FROM GRAHAMSTOWN. xyxy=(42,311,129,321)
article-paragraph: OUR readers will doubtless remember hearing of the remarkable abduction of a little boy named Ross, the son of a Philadelphia merchant, some years ago. The boy was (we write the Bendigo Independent) something which will be read with interest to lay before our readers. We learn, on the best authority, that a private detective, under the instructions of Lloyd and Co., has already traced Charley Ross to New Zealand. The detective, however, lost the scent at the Thames diggings, but ascertained that for five months he had been in possession of some person staying in Auckland. After losing all traces of the child (or rather of the lad, for he is now over eight years old), Mr Lloyd received information that he had turned up at Mudgee (New South Wales), but that the parties who had him in charge had almost immediately left for Queensland. It seems (supposing the boy to be Charley Ross), that he is kept by two women, one of whom is thought to be a daughter, and the other a paramour of the original abductor. The search will not be allowed to languish, for we believe Mr Lloyd is in communication with Philadelphia by every mail. Mr Ross guarantees £500 dollars for the recovery of his little son, and the United States Police authorities 1000 dollars. The father is a Philadelphian merchant, in a fair way of business, but it is understood he is spending the greater portion of his income in efforts to recover the stolen child. xyxy=(319,767,462,1064)
